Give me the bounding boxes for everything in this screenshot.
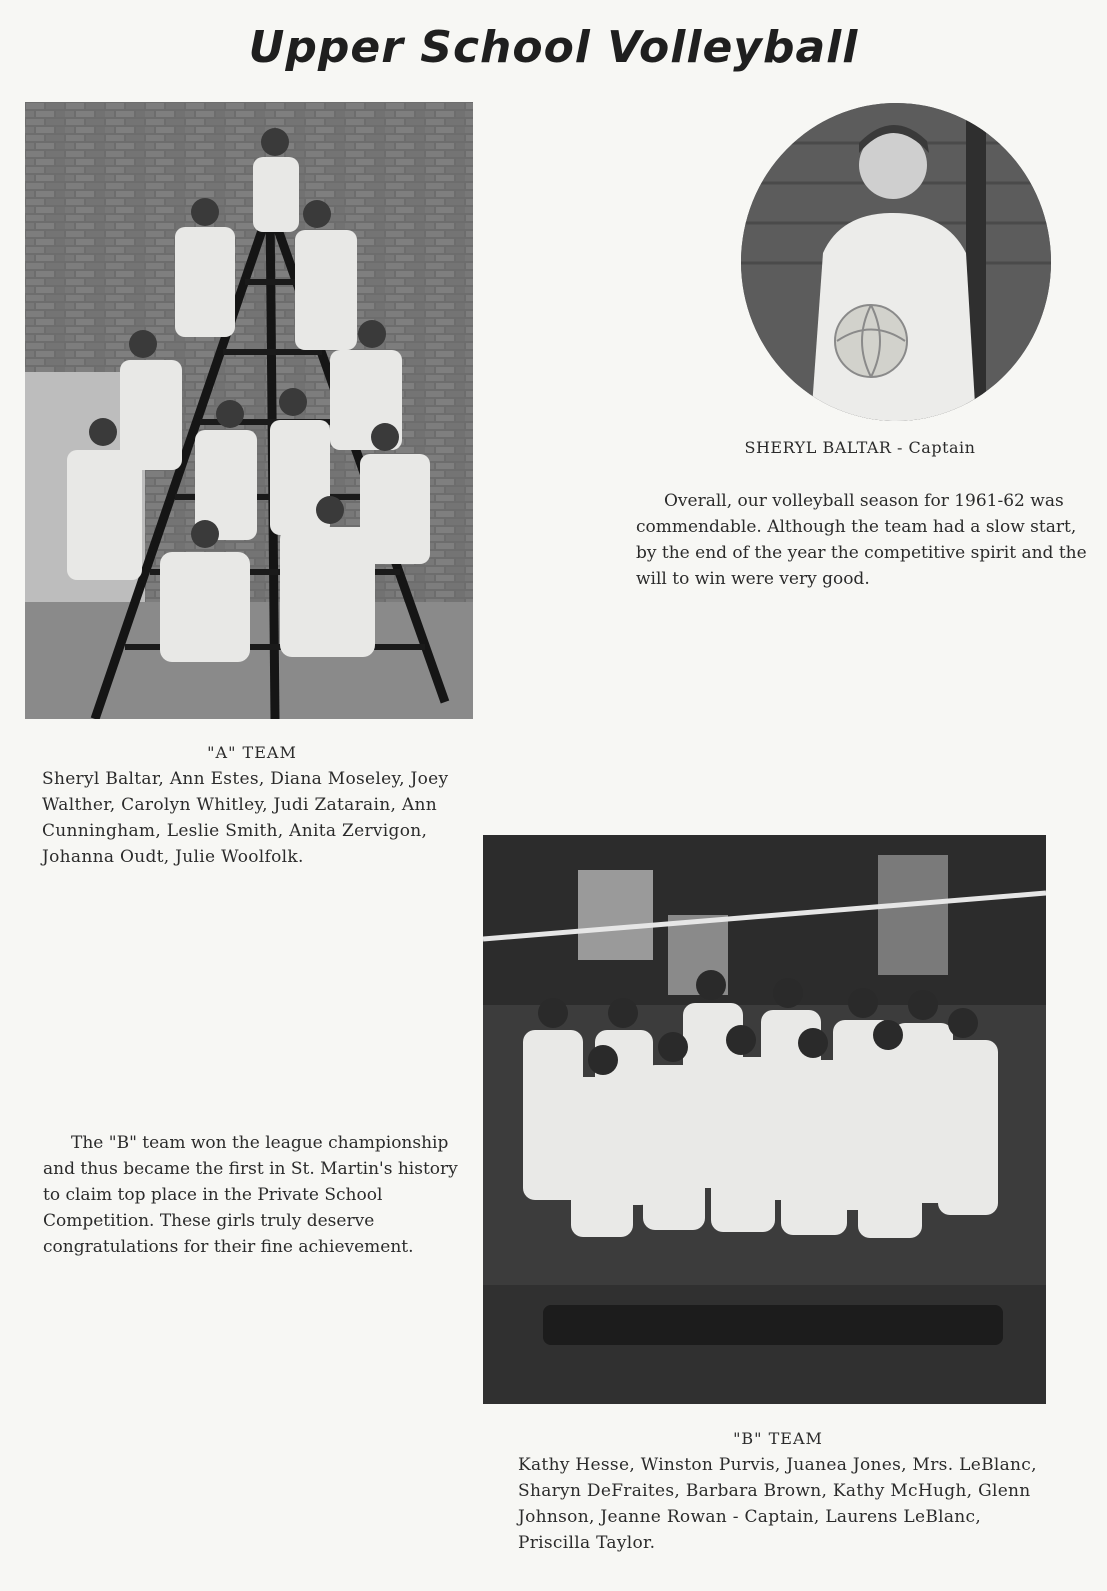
b-team-paragraph: The "B" team won the league championship and thus became the first in St. Martin's history to claim top place in the Private School Competition. These girls truly deserve congratulations for their fine achievement. [43, 1133, 458, 1257]
season-summary-paragraph: Overall, our volleyball season for 1961-62 was commendable. Although the team had a slow start, by the end of the year the competitive spirit and the will to win were very good. [636, 491, 1087, 589]
team-b-heading: "B" TEAM [733, 1429, 823, 1448]
team-b-members: Kathy Hesse, Winston Purvis, Juanea Jones, Mrs. LeBlanc, Sharyn DeFraites, Barbara Brown, Kathy McHugh, Glenn Johnson, Jeanne Rowan - Captain, Laurens LeBlanc, Priscilla Taylor. [518, 1455, 1037, 1553]
team-a-heading: "A" TEAM [207, 743, 297, 762]
team-a-members: Sheryl Baltar, Ann Estes, Diana Moseley, Joey Walther, Carolyn Whitley, Judi Zatarain, Ann Cunningham, Leslie Smith, Anita Zervigon, Johanna Oudt, Julie Woolfolk. [42, 769, 449, 867]
captain-portrait [741, 103, 1051, 421]
page-title: Upper School Volleyball [248, 22, 859, 73]
team-a-photo [25, 102, 473, 719]
captain-caption: SHERYL BALTAR - Captain [744, 438, 976, 457]
team-b-caption [518, 1426, 1038, 1556]
team-b-photo [483, 835, 1046, 1404]
team-a-caption [42, 740, 462, 870]
